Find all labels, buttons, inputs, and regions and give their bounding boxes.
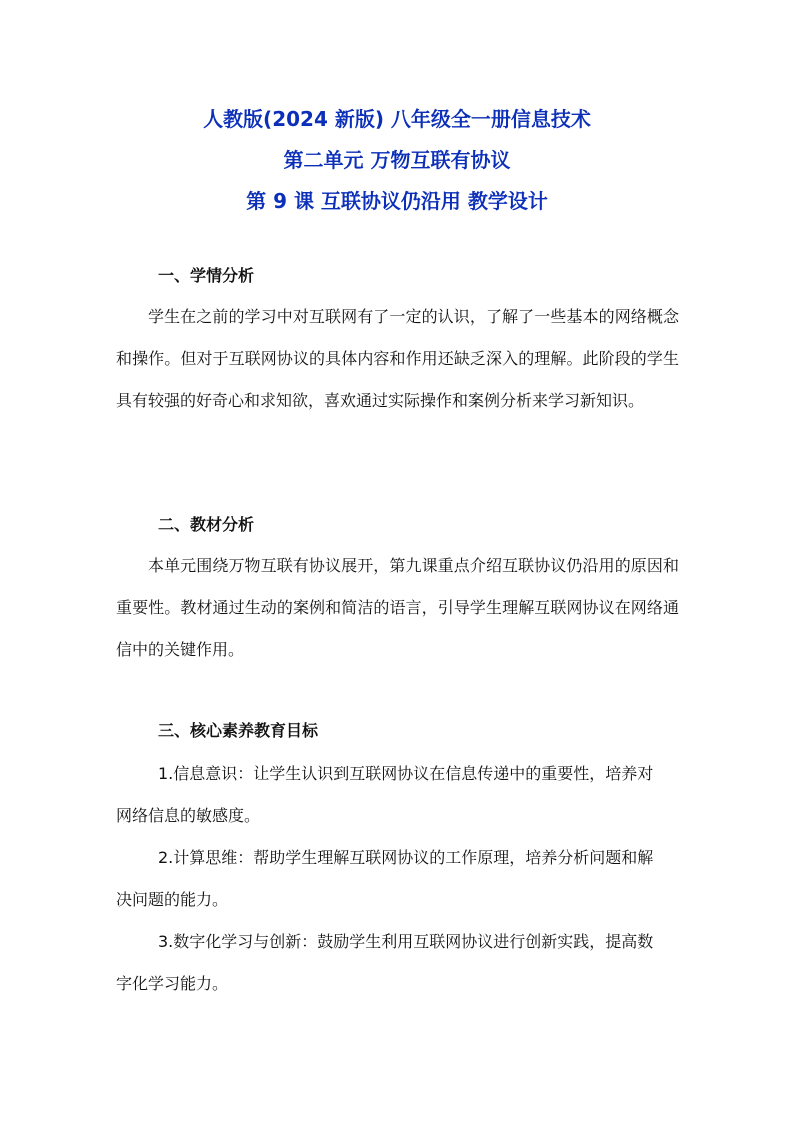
goal-item-digital-learning: 3.数字化学习与创新：鼓励学生利用互联网协议进行创新实践，提高数字化学习能力。 [116, 932, 654, 993]
section-heading-textbook-analysis: 二、教材分析 [158, 515, 255, 534]
section-heading-core-goals: 三、核心素养教育目标 [158, 721, 319, 740]
goal-item-computational-thinking: 2.计算思维：帮助学生理解互联网协议的工作原理，培养分析问题和解决问题的能力。 [116, 848, 654, 909]
goal-item-information-awareness: 1.信息意识：让学生认识到互联网协议在信息传递中的重要性，培养对网络信息的敏感度。 [116, 764, 654, 825]
section-paragraph-textbook-analysis: 本单元围绕万物互联有协议展开，第九课重点介绍互联协议仍沿用的原因和重要性。教材通过生动的案例和简洁的语言，引导学生理解互联网协议在网络通信中的关键作用。 [116, 556, 679, 659]
document-title-line-3: 第 9 课 互联协议仍沿用 教学设计 [246, 189, 548, 213]
document-title-line-1: 人教版(2024 新版) 八年级全一册信息技术 [203, 107, 591, 131]
document-title-line-2: 第二单元 万物互联有协议 [283, 148, 511, 172]
section-paragraph-student-analysis: 学生在之前的学习中对互联网有了一定的认识，了解了一些基本的网络概念和操作。但对于互联网协议的具体内容和作用还缺乏深入的理解。此阶段的学生具有较强的好奇心和求知欲，喜欢通过实际操作和案例分析来学习新知识。 [116, 307, 679, 410]
section-heading-student-analysis: 一、学情分析 [158, 266, 255, 285]
